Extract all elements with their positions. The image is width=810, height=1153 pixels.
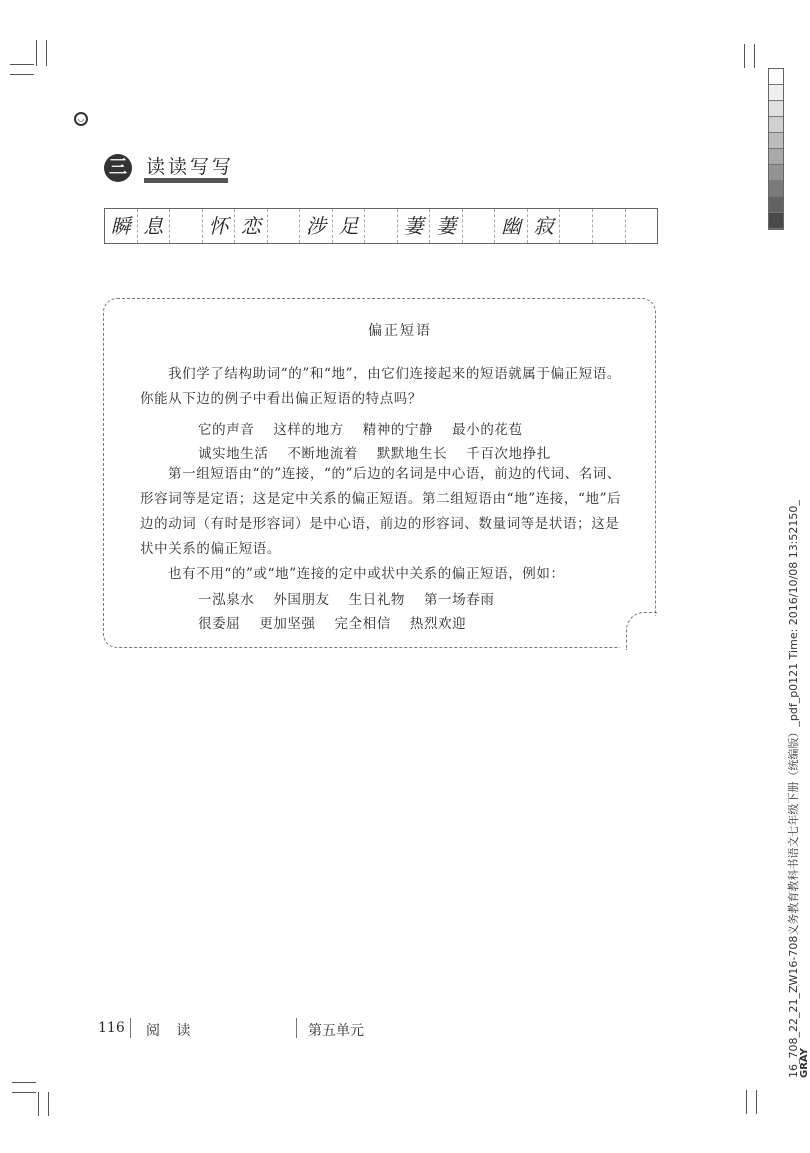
grid-cell [560, 209, 593, 243]
crop-mark [48, 1092, 49, 1116]
example-phrase: 诚实地生活 [198, 446, 269, 462]
paragraph-other: 也有不用“的”或“地”连接的定中或状中关系的偏正短语，例如： [168, 566, 565, 582]
example-phrase: 它的声音 [198, 422, 255, 438]
grid-cell: 瞬 [105, 209, 138, 243]
grid-cell: 恋 [235, 209, 268, 243]
print-slug-gray: GRAY [799, 1048, 810, 1078]
box-corner-curve [626, 612, 658, 650]
vocabulary-grid [104, 208, 658, 244]
example-phrase: 外国朋友 [273, 592, 330, 608]
example-phrase: 热烈欢迎 [409, 616, 467, 632]
box-title: 偏正短语 [368, 323, 432, 339]
example-phrase: 完全相信 [334, 616, 391, 632]
grid-cell [626, 209, 658, 243]
crop-mark [36, 40, 37, 66]
footer-section: 阅 读 [146, 1023, 197, 1039]
example-phrase: 千百次地挣扎 [466, 446, 551, 462]
print-slug-text: 16_708_22_21_ZW16-708义务教育教科书语文七年级下册（统编版）_pdf_p0121 Time: 2016/10/08 13:52150_ [787, 500, 800, 1078]
grid-cell [170, 209, 203, 243]
example-phrase: 不断地流着 [287, 446, 358, 462]
smiley-icon: ◡ [74, 112, 88, 126]
grid-cell: 萋 [398, 209, 431, 243]
example-row [198, 588, 508, 608]
crop-mark [744, 44, 745, 68]
crop-mark [38, 1092, 39, 1116]
example-phrase: 最小的花苞 [452, 422, 523, 438]
footer-unit: 第五单元 [308, 1023, 364, 1039]
grid-cell [463, 209, 496, 243]
grid-cell [593, 209, 626, 243]
example-phrase: 更加坚强 [259, 616, 316, 632]
grid-cell: 萋 [430, 209, 463, 243]
grid-cell: 幽 [495, 209, 528, 243]
example-phrase: 一泓泉水 [198, 592, 255, 608]
crop-mark [12, 1082, 36, 1083]
crop-mark [10, 74, 34, 75]
crop-mark [10, 64, 34, 65]
crop-mark [12, 1092, 36, 1093]
grid-cell: 息 [138, 209, 171, 243]
example-row [198, 442, 565, 462]
crop-mark [46, 40, 47, 66]
example-phrase: 精神的宁静 [362, 422, 434, 438]
grid-cell: 寂 [528, 209, 561, 243]
example-phrase: 这样的地方 [273, 422, 344, 438]
paragraph-explanation: 第一组短语由“的”连接，“的”后边的名词是中心语，前边的代词、名词、形容词等是定语；这是定中关系的偏正短语。第二组短语由“地”连接，“地”后边的动词（有时是形容词）是中心语，前边的形容词、数量词等是状语；这是状中关系的偏正短语。 [140, 466, 622, 557]
grid-cell [365, 209, 398, 243]
example-phrase: 生日礼物 [348, 592, 406, 608]
example-row [198, 418, 537, 438]
example-row [198, 612, 480, 632]
paragraph-intro: 我们学了结构助词“的”和“地”，由它们连接起来的短语就属于偏正短语。你能从下边的例子中看出偏正短语的特点吗？ [140, 366, 622, 407]
example-phrase: 很委屈 [198, 616, 241, 632]
gray-scale-strip [768, 68, 784, 230]
footer-divider [296, 1018, 297, 1038]
grid-cell: 怀 [203, 209, 236, 243]
footer-divider [130, 1018, 131, 1038]
crop-mark [746, 1090, 747, 1114]
section-number-badge: 三 [104, 154, 132, 182]
grid-cell: 足 [333, 209, 366, 243]
page-number: 116 [98, 1020, 125, 1036]
example-phrase: 默默地生长 [376, 446, 448, 462]
grid-cell: 涉 [300, 209, 333, 243]
section-title: 读读写写 [146, 156, 235, 178]
crop-mark [756, 1090, 757, 1114]
example-phrase: 第一场春雨 [423, 592, 495, 608]
section-title-underline [144, 178, 228, 183]
crop-mark [754, 44, 755, 68]
grid-cell [268, 209, 301, 243]
